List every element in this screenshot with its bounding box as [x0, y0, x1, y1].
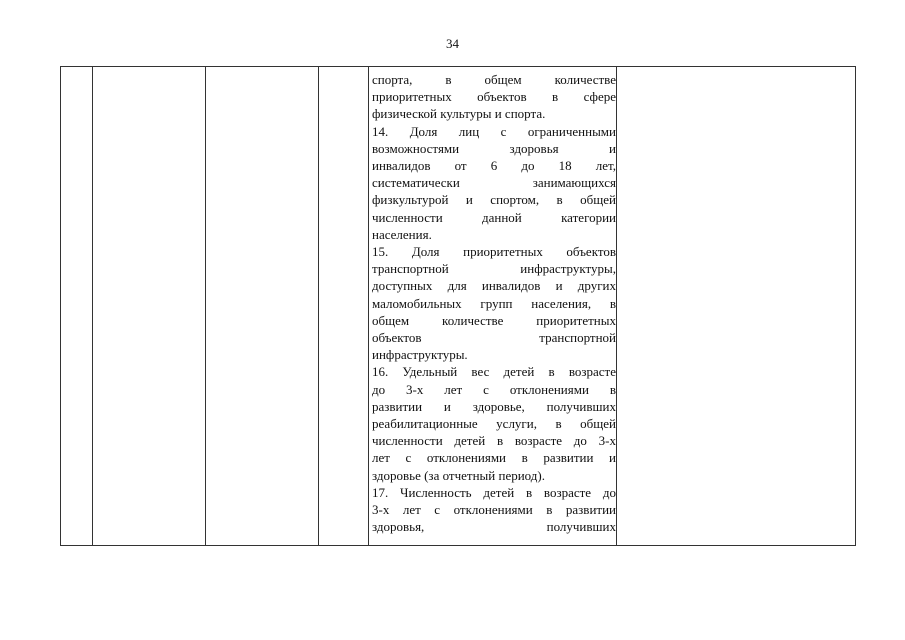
indicators-table: [60, 66, 856, 546]
indicator-text-line: приоритетных объектов в сфере: [372, 89, 616, 105]
indicator-text-line: инвалидов от 6 до 18 лет,: [372, 158, 616, 174]
table-cell-number: [61, 67, 93, 546]
indicator-text-line: систематически занимающихся: [372, 175, 616, 191]
indicator-text-line: лет с отклонениями в развитии и: [372, 450, 616, 466]
indicator-text-line: здоровья, получивших: [372, 519, 616, 535]
indicator-text-line: общем количестве приоритетных: [372, 312, 616, 328]
indicator-text-line: здоровье (за отчетный период).: [372, 467, 545, 483]
indicator-text-line: спорта, в общем количестве: [372, 72, 616, 87]
page-number: 34: [446, 36, 459, 51]
indicator-text-line: численности детей в возрасте до 3-х: [372, 433, 616, 449]
indicator-text-line: населения.: [372, 226, 432, 242]
table-row: [61, 67, 856, 546]
indicator-text-line: маломобильных групп населения, в: [372, 295, 616, 311]
indicator-text-line: физкультурой и спортом, в общей: [372, 192, 616, 208]
indicator-text-line: доступных для инвалидов и других: [372, 278, 616, 294]
indicator-text-line: возможностями здоровья и: [372, 140, 616, 156]
indicator-text-line: 17. Численность детей в возрасте до: [372, 484, 616, 500]
table-cell-empty-4: [617, 67, 856, 546]
indicator-text-line: развитии и здоровье, получивших: [372, 398, 616, 414]
indicator-text-line: 3-х лет с отклонениями в развитии: [372, 502, 616, 518]
indicator-text-line: до 3-х лет с отклонениями в: [372, 381, 616, 397]
indicator-text-line: численности данной категории: [372, 209, 616, 225]
indicator-text-line: 14. Доля лиц с ограниченными: [372, 123, 616, 139]
indicator-text-line: транспортной инфраструктуры,: [372, 261, 616, 277]
indicator-text-line: 16. Удельный вес детей в возрасте: [372, 364, 616, 380]
indicators-text: [372, 71, 616, 535]
table-cell-empty-3: [319, 67, 369, 546]
indicator-text-line: 15. Доля приоритетных объектов: [372, 244, 616, 260]
indicator-text-line: объектов транспортной: [372, 330, 616, 346]
indicator-text-line: инфраструктуры.: [372, 347, 468, 363]
table-cell-empty-1: [93, 67, 206, 546]
indicator-text-line: реабилитационные услуги, в общей: [372, 416, 616, 432]
table-cell-empty-2: [206, 67, 319, 546]
indicator-text-line: физической культуры и спорта.: [372, 106, 546, 122]
table-cell-indicators: [369, 67, 617, 546]
